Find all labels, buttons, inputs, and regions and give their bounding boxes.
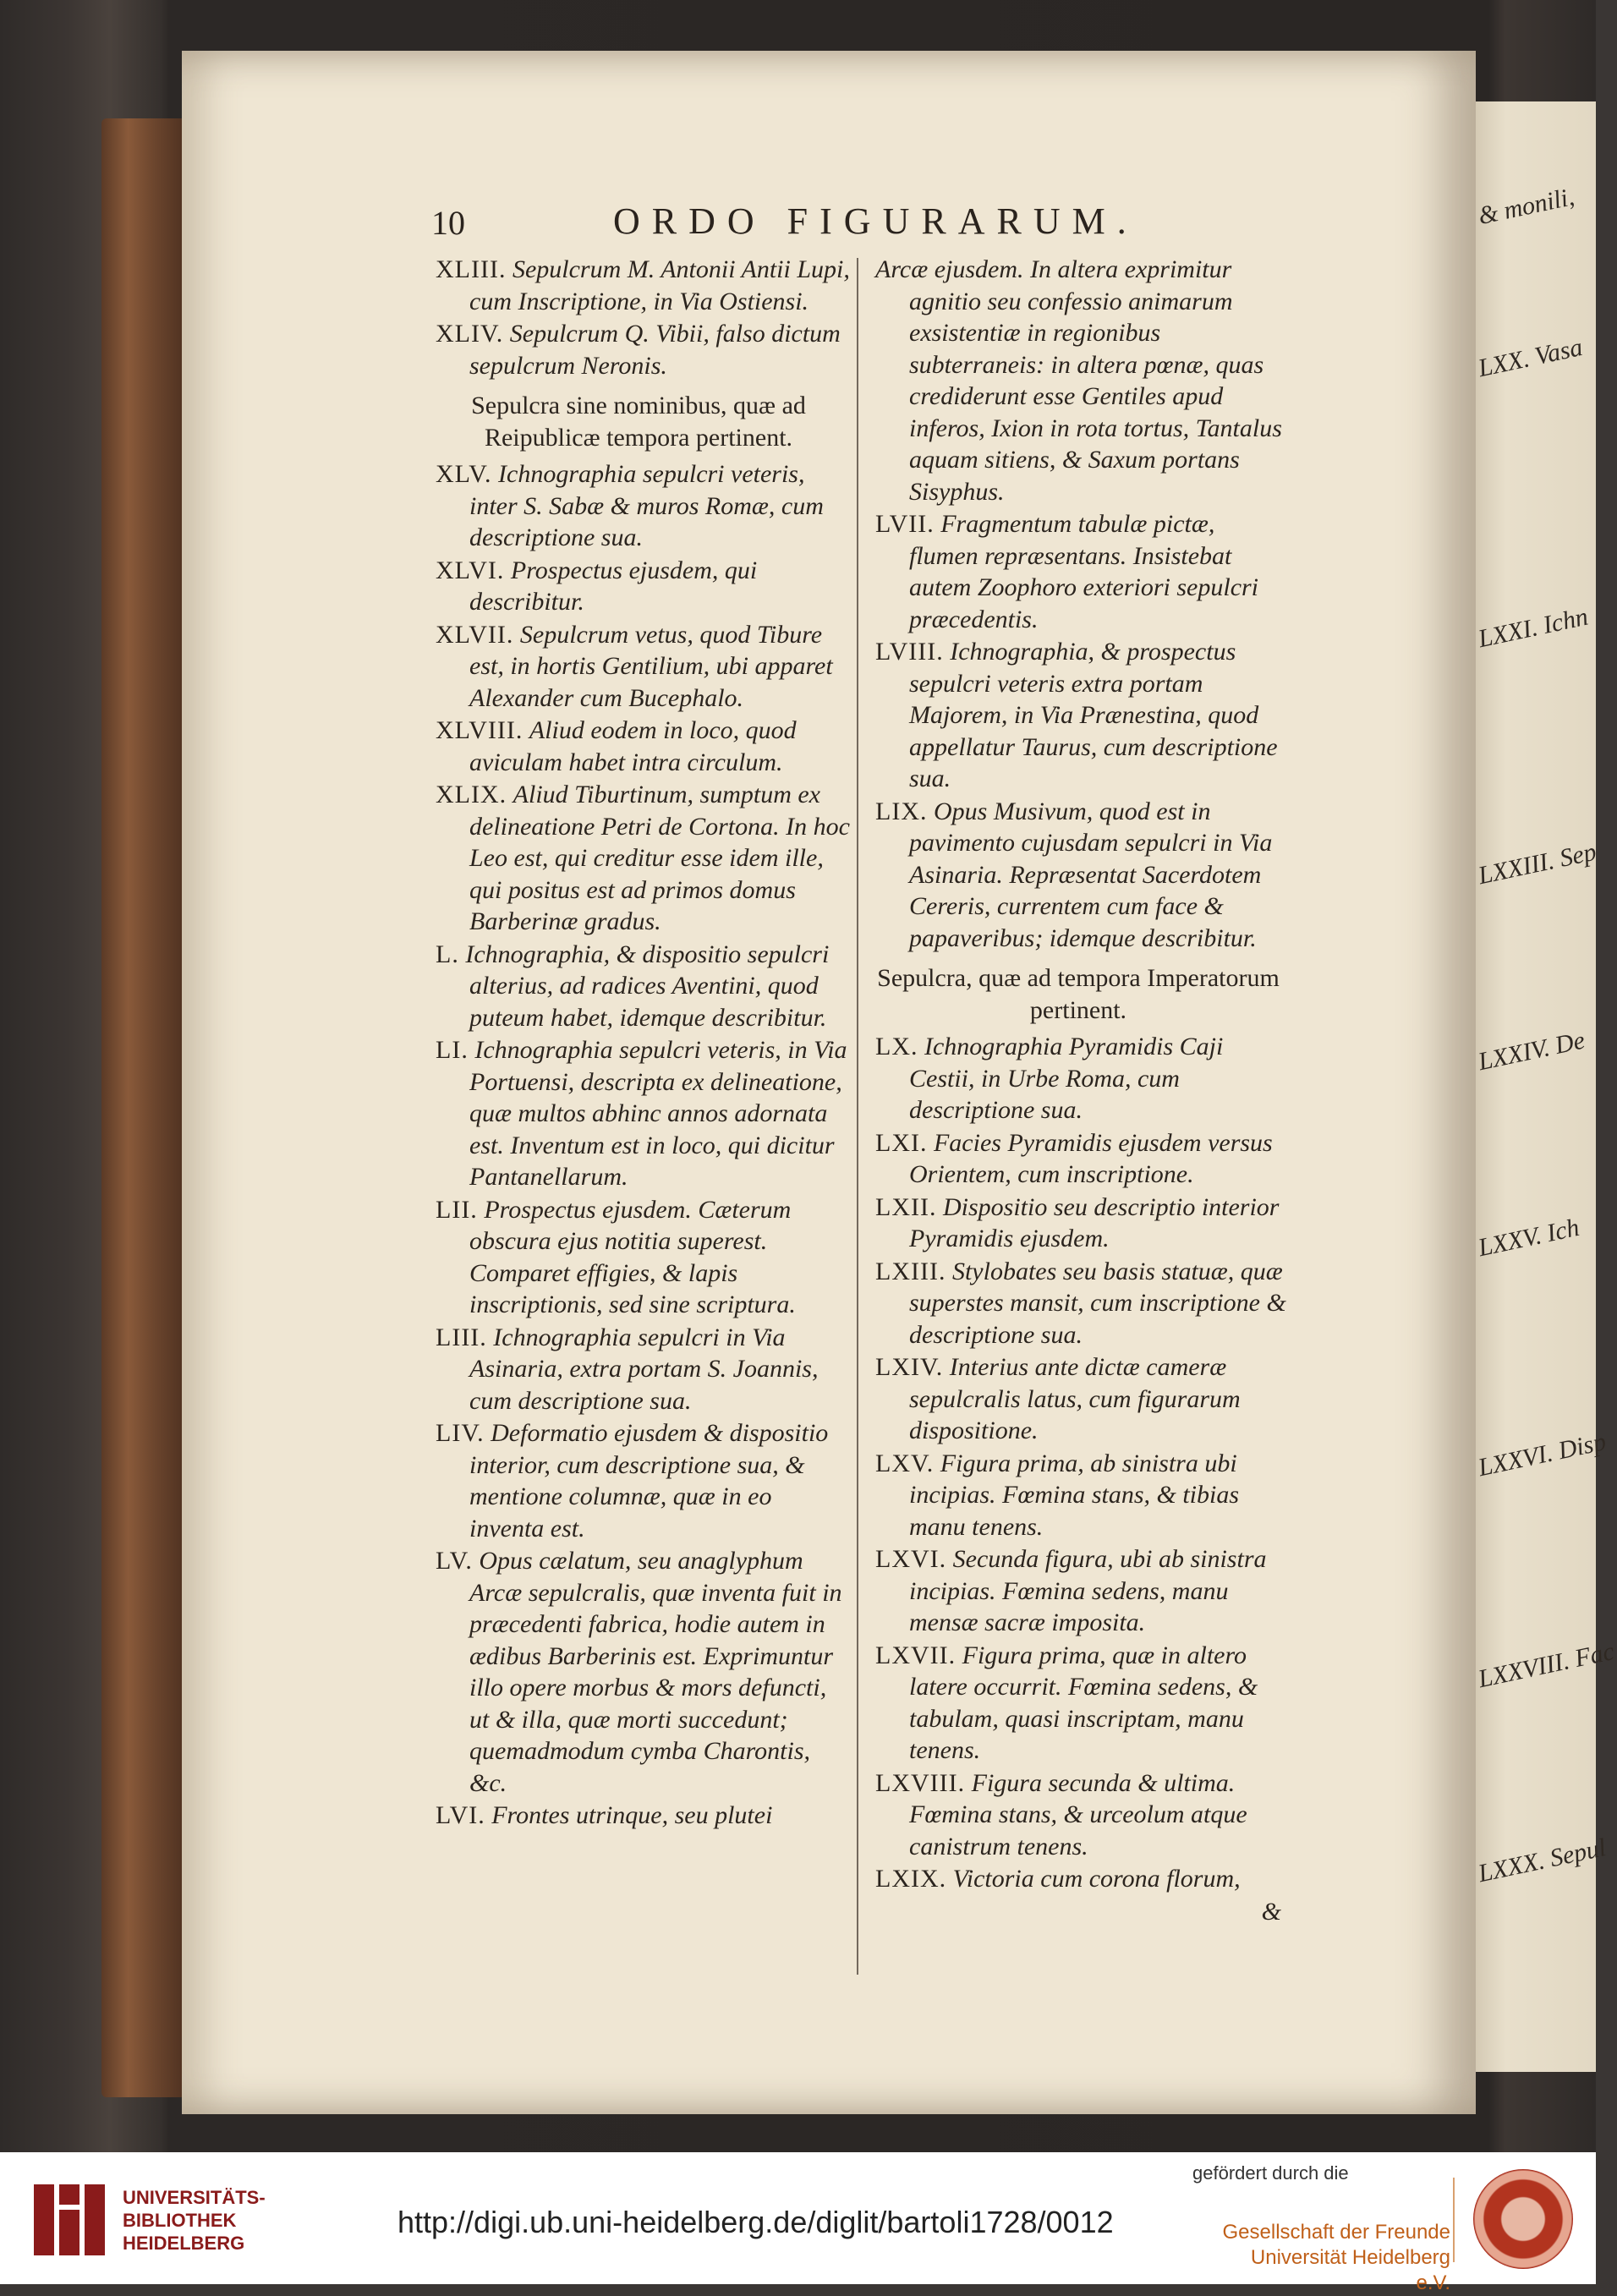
entry-number: LV.	[436, 1547, 473, 1575]
entry-text: Dispositio seu descriptio interior Pyramidis ejusdem.	[909, 1192, 1280, 1252]
entry-text: Sepulcrum Q. Vibii, falso dictum sepulcrum Neronis.	[469, 320, 841, 380]
figure-entry	[427, 779, 850, 938]
entry-number: LI.	[436, 1036, 469, 1064]
figure-entry	[867, 254, 1290, 507]
figure-entry	[867, 1448, 1290, 1543]
figure-entry	[427, 939, 850, 1034]
entry-text: Ichnographia, & prospectus sepulcri veteris extra portam Majorem, in Via Prænestina, quod appellatur Taurus, cum descriptione sua.	[909, 638, 1278, 792]
entry-text: Secunda figura, ubi ab sinistra incipias. Fœmina sedens, manu mensæ sacræ imposita.	[909, 1545, 1267, 1636]
entry-text: Victoria cum corona florum,	[952, 1865, 1241, 1893]
entry-text: Prospectus ejusdem. Cæterum obscura ejus notitia superest. Comparet effigies, & lapis inscriptionis, sed sine scriptura.	[469, 1195, 796, 1318]
entry-number: XLIX.	[436, 781, 507, 808]
figure-entry	[427, 619, 850, 715]
entry-text: Arcæ ejusdem. In altera exprimitur agnitio seu confessio animarum exsistentiæ in regionibus subterraneis: in altera pœnæ, quas crediderunt esse Gentiles apud inferos, Ixion in rota tortus, Tantalus aquam sitiens, & Saxum portans Sisyphus.	[875, 255, 1282, 506]
figure-entry	[427, 458, 850, 554]
figure-entry	[427, 1545, 850, 1799]
book-spine-edge	[101, 118, 190, 2097]
catchword: &	[1261, 1897, 1281, 1926]
entry-number: XLVI.	[436, 556, 505, 584]
entry-text: Interius ante dictæ cameræ sepulcralis latus, cum figurarum dispositione.	[909, 1353, 1241, 1444]
entry-number: LVI.	[436, 1801, 485, 1829]
figure-entry	[427, 1194, 850, 1321]
figure-entry	[867, 636, 1290, 795]
entry-number: LXV.	[875, 1449, 935, 1477]
entry-text: Prospectus ejusdem, qui describitur.	[469, 556, 758, 616]
figure-entry	[867, 1640, 1290, 1767]
figure-entry	[867, 796, 1290, 955]
entry-number: XLVII.	[436, 620, 514, 649]
figure-entry	[427, 715, 850, 778]
entry-number: XLVIII.	[436, 716, 523, 744]
entry-text: Deformatio ejusdem & dispositio interior, cum descriptione sua, & mentione columnæ, quæ in eo inventa est.	[469, 1419, 829, 1543]
entry-number: LXIV.	[875, 1353, 944, 1381]
entry-text: Fragmentum tabulæ pictæ, flumen repræsentans. Insistebat autem Zoophoro exteriori sepulcri præcedentis.	[909, 510, 1259, 633]
university-library-logo[interactable]	[34, 2184, 105, 2255]
entry-text: Ichnographia sepulcri veteris, in Via Portuensi, descripta ex delineatione, quæ multos abhinc annos adornata est. Inventum est in loco, qui dicitur Pantanellarum.	[469, 1036, 847, 1191]
entry-text: Facies Pyramidis ejusdem versus Orientem, cum inscriptione.	[909, 1128, 1273, 1188]
entry-number: LXVIII.	[875, 1768, 966, 1797]
entry-number: LIV.	[436, 1419, 485, 1447]
right-column	[867, 254, 1290, 1927]
permalink-url[interactable]: http://digi.ub.uni-heidelberg.de/diglit/bartoli1728/0012	[397, 2205, 1114, 2239]
institution-name: UNIVERSITÄTS- BIBLIOTHEK HEIDELBERG	[123, 2187, 266, 2254]
running-head: ORDO FIGURARUM.	[613, 200, 1138, 242]
entry-text: Frontes utrinque, seu plutei	[491, 1801, 773, 1829]
figure-entry	[867, 1256, 1290, 1351]
entry-number: L.	[436, 940, 459, 968]
university-seal-icon	[1473, 2169, 1573, 2269]
entry-number: LXII.	[875, 1192, 937, 1221]
figure-entry	[427, 1322, 850, 1417]
sponsor-label: gefördert durch die	[1192, 2162, 1349, 2184]
section-heading: Sepulcra sine nominibus, quæ ad Reipublicæ tempora pertinent.	[471, 392, 806, 452]
column-rule	[857, 258, 858, 1975]
entry-number: XLV.	[436, 460, 492, 488]
entry-number: LXI.	[875, 1128, 928, 1157]
entry-number: LXIX.	[875, 1865, 947, 1893]
figure-entry	[867, 1127, 1290, 1191]
figure-entry	[427, 254, 850, 317]
figure-entry	[427, 1034, 850, 1193]
facing-page-fragment: & monili, LXX. Vasa LXXI. Ichn LXXIII. Sep LXXIV. De LXXV. Ich LXXVI. Disp LXXVIII. Fac LXXX. Sepul	[1467, 101, 1596, 2072]
entry-text: Sepulcrum M. Antonii Antii Lupi, cum Inscriptione, in Via Ostiensi.	[469, 255, 850, 315]
figure-entry	[427, 1800, 850, 1832]
entry-text: Ichnographia sepulcri veteris, inter S. Sabæ & muros Romæ, cum descriptione sua.	[469, 460, 824, 551]
entry-number: XLIV.	[436, 320, 504, 348]
entry-text: Ichnographia, & dispositio sepulcri alterius, ad radices Aventini, quod puteum habet, idemque describitur.	[465, 940, 830, 1032]
figure-entry	[867, 1863, 1290, 1895]
footer-divider	[1453, 2178, 1455, 2262]
figure-entry	[867, 1543, 1290, 1639]
section-heading: Sepulcra, quæ ad tempora Imperatorum pertinent.	[877, 964, 1280, 1024]
entry-text: Figura prima, ab sinistra ubi incipias. Fœmina stans, & tibias manu tenens.	[909, 1449, 1240, 1541]
page-number: 10	[431, 204, 465, 242]
figure-entry	[867, 1351, 1290, 1447]
entry-text: Stylobates seu basis statuæ, quæ superstes mansit, cum inscriptione & descriptione sua.	[909, 1257, 1286, 1349]
figure-entry	[427, 318, 850, 381]
entry-number: LIII.	[436, 1323, 487, 1351]
entry-text: Figura prima, quæ in altero latere occurrit. Fœmina sedens, & tabulam, quasi inscriptam, manu tenens.	[909, 1641, 1258, 1764]
figure-entry	[867, 508, 1290, 635]
entry-text: Opus Musivum, quod est in pavimento cujusdam sepulcri in Via Asinaria. Repræsentat Sacerdotem Cereris, currentem cum face & papaveribus; idemque describitur.	[909, 797, 1273, 952]
left-column	[427, 254, 850, 1833]
entry-number: LX.	[875, 1033, 918, 1060]
entry-text: Ichnographia Pyramidis Caji Cestii, in Urbe Roma, cum descriptione sua.	[909, 1033, 1224, 1124]
entry-text: Aliud Tiburtinum, sumptum ex delineatione Petri de Cortona. In hoc Leo est, qui creditur esse idem ille, qui positus est ad primos domus Barberinæ gradus.	[469, 781, 850, 935]
entry-number: LVIII.	[875, 638, 944, 666]
figure-entry	[867, 1767, 1290, 1863]
entry-text: Sepulcrum vetus, quod Tibure est, in hortis Gentilium, ubi apparet Alexander cum Bucephalo.	[469, 620, 833, 712]
figure-entry	[867, 1031, 1290, 1126]
entry-number: LXIII.	[875, 1257, 946, 1285]
entry-text: Ichnographia sepulcri in Via Asinaria, extra portam S. Joannis, cum descriptione sua.	[469, 1323, 819, 1415]
entry-number: LXVI.	[875, 1545, 947, 1573]
sponsor-name[interactable]: Gesellschaft der Freunde Universität Heidelberg e.V.	[1222, 2221, 1450, 2294]
entry-number: LIX.	[875, 797, 928, 825]
footer-bar	[0, 2152, 1596, 2294]
entry-number: XLIII.	[436, 255, 507, 283]
figure-entry	[427, 555, 850, 618]
figure-entry	[427, 1417, 850, 1544]
entry-text: Opus cælatum, seu anaglyphum Arcæ sepulcralis, quæ inventa fuit in præcedenti fabrica, hodie autem in ædibus Barberinis est. Exprimuntur illo opere morbus & mors defuncti, ut & illa, quæ morti succedunt; quemadmodum cymba Charontis, &c.	[469, 1547, 842, 1797]
entry-number: LVII.	[875, 510, 935, 538]
entry-number: LXVII.	[875, 1641, 956, 1669]
entry-text: Figura secunda & ultima. Fœmina stans, & urceolum atque canistrum tenens.	[909, 1768, 1247, 1860]
figure-entry	[867, 1192, 1290, 1255]
entry-number: LII.	[436, 1195, 478, 1224]
entry-text: Aliud eodem in loco, quod aviculam habet intra circulum.	[469, 716, 797, 776]
